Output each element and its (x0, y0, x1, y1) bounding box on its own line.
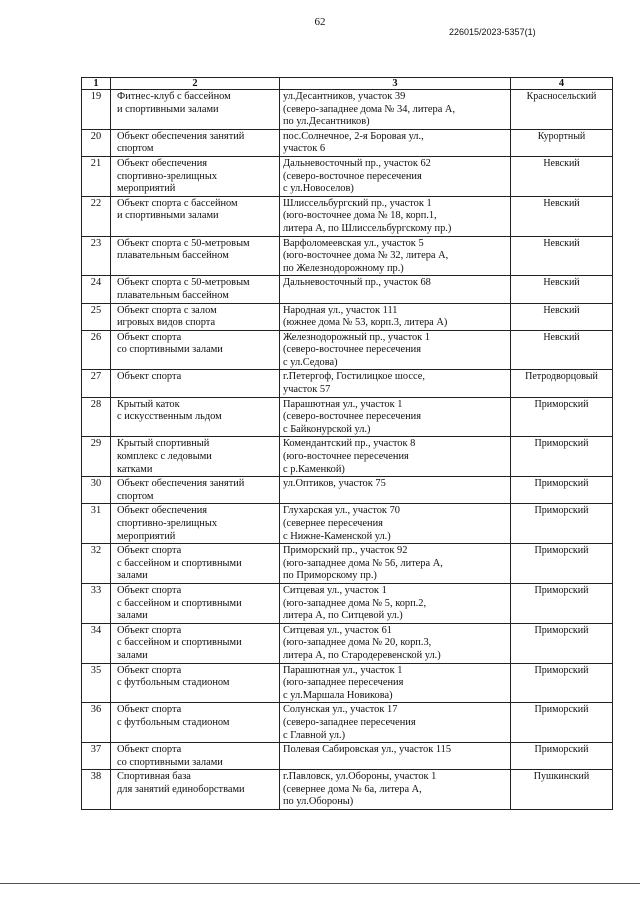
address-cell (280, 437, 511, 477)
address-cell (280, 196, 511, 236)
district-cell: Приморский (511, 397, 613, 437)
object-name-line: и спортивными залами (117, 210, 219, 222)
object-name-line: Фитнес-клуб с бассейном (117, 91, 231, 102)
object-name-cell (111, 397, 280, 437)
table-row (82, 236, 613, 276)
row-number: 36 (82, 703, 111, 743)
table-row (82, 544, 613, 584)
row-number: 35 (82, 663, 111, 703)
table-row (82, 703, 613, 743)
address-line: Приморский пр., участок 92 (283, 545, 408, 557)
row-number: 22 (82, 196, 111, 236)
address-cell (280, 90, 511, 130)
row-number: 29 (82, 437, 111, 477)
object-name-line: плавательным бассейном (117, 289, 229, 301)
table-row (82, 583, 613, 623)
address-line: Солунская ул., участок 17 (283, 704, 398, 716)
address-line: (северо-западнее пересечения (283, 716, 416, 728)
table-row (82, 276, 613, 303)
district-cell: Приморский (511, 504, 613, 544)
column-header-3: 3 (280, 78, 511, 90)
object-name-cell (111, 544, 280, 584)
object-name-line: Спортивная база (117, 771, 191, 783)
address-line: Ситцевая ул., участок 1 (283, 584, 387, 596)
object-name-line: спортом (117, 490, 154, 502)
object-name-line: спортивно-зрелищных (117, 518, 218, 529)
address-cell (280, 770, 511, 810)
district-cell: Невский (511, 236, 613, 276)
address-cell (280, 303, 511, 330)
address-cell (280, 236, 511, 276)
table-header-row (82, 78, 613, 90)
address-line: Парашютная ул., участок 1 (283, 398, 403, 410)
address-line: (юго-западнее дома № 20, корп.3, (283, 637, 432, 649)
object-name-line: Крытый каток (117, 398, 180, 410)
address-line: с р.Каменкой) (283, 463, 345, 475)
address-line: по Железнодорожному пр.) (283, 262, 404, 274)
object-name-line: с бассейном и спортивными (117, 637, 242, 649)
address-line: Парашютная ул., участок 1 (283, 664, 403, 676)
row-number: 30 (82, 477, 111, 504)
object-name-line: катками (117, 463, 153, 475)
object-name-line: Объект обеспечения (117, 505, 208, 517)
district-cell: Курортный (511, 129, 613, 156)
district-cell: Приморский (511, 437, 613, 477)
district-cell: Невский (511, 330, 613, 370)
object-name-cell (111, 303, 280, 330)
object-name-line: комплекс с ледовыми (117, 451, 212, 463)
district-cell: Приморский (511, 663, 613, 703)
address-line: по ул.Десантников) (283, 116, 370, 128)
object-name-line: Объект спорта (117, 331, 182, 343)
address-line: по ул.Обороны) (283, 796, 354, 808)
object-name-line: залами (117, 570, 148, 582)
row-number: 20 (82, 129, 111, 156)
row-number: 28 (82, 397, 111, 437)
address-line: (северо-западнее дома № 34, литера А, (283, 103, 456, 115)
row-number: 38 (82, 770, 111, 810)
object-name-line: с футбольным стадионом (117, 677, 230, 689)
address-line: (юго-восточнее пересечения (283, 451, 409, 463)
table-row (82, 196, 613, 236)
table-row (82, 437, 613, 477)
address-cell (280, 623, 511, 663)
row-number: 27 (82, 370, 111, 397)
object-name-line: Объект спорта (117, 545, 182, 557)
row-number: 31 (82, 504, 111, 544)
object-name-line: залами (117, 610, 148, 622)
object-name-cell (111, 477, 280, 504)
object-name-line: с бассейном и спортивными (117, 557, 242, 569)
table-row (82, 623, 613, 663)
address-line: (северо-восточнее пересечения (283, 411, 422, 423)
row-number: 33 (82, 583, 111, 623)
table-row (82, 370, 613, 397)
address-line: с Байконурской ул.) (283, 423, 371, 435)
address-cell (280, 504, 511, 544)
address-line: литера А, по Ситцевой ул.) (283, 610, 403, 622)
row-number: 32 (82, 544, 111, 584)
address-line: (юго-западнее пересечения (283, 677, 404, 689)
object-name-line: спортивно-зрелищных (117, 170, 218, 182)
address-line: г.Павловск, ул.Обороны, участок 1 (283, 771, 437, 783)
address-line: с ул.Маршала Новикова) (283, 689, 393, 701)
address-line: Шлиссельбургский пр., участок 1 (283, 197, 432, 209)
address-line: Варфоломеевская ул., участок 5 (283, 237, 424, 249)
object-name-cell (111, 196, 280, 236)
object-name-line: для занятий единоборствами (117, 783, 245, 795)
address-line: (севернее дома № 6а, литера А, (283, 783, 422, 795)
table-row (82, 770, 613, 810)
address-line: Железнодорожный пр., участок 1 (283, 331, 431, 343)
object-name-line: со спортивными залами (117, 344, 223, 356)
address-cell (280, 583, 511, 623)
object-name-line: с бассейном и спортивными (117, 597, 242, 609)
table-row (82, 504, 613, 544)
table-row (82, 743, 613, 770)
district-cell: Пушкинский (511, 770, 613, 810)
object-name-cell (111, 623, 280, 663)
table-row (82, 156, 613, 196)
object-name-line: со спортивными залами (117, 756, 223, 768)
object-name-line: с искусственным льдом (117, 411, 222, 423)
object-name-line: Крытый спортивный (117, 438, 210, 450)
row-number: 25 (82, 303, 111, 330)
object-name-line: Объект обеспечения занятий (117, 478, 245, 490)
address-line: (юго-западнее дома № 5, корп.2, (283, 597, 427, 609)
object-name-cell (111, 583, 280, 623)
object-name-line: и спортивными залами (117, 103, 219, 115)
district-cell: Приморский (511, 743, 613, 770)
address-cell (280, 397, 511, 437)
column-header-1: 1 (82, 78, 111, 90)
address-line: с Нижне-Каменской ул.) (283, 530, 391, 542)
object-name-line: Объект спорта с 50-метровым (117, 277, 250, 289)
address-line: с ул.Новоселов) (283, 183, 354, 195)
object-name-cell (111, 743, 280, 770)
object-name-cell (111, 90, 280, 130)
address-line: Дальневосточный пр., участок 62 (283, 157, 431, 169)
address-line: с Главной ул.) (283, 729, 346, 741)
object-name-line: Объект спорта с бассейном (117, 197, 238, 209)
district-cell: Невский (511, 196, 613, 236)
object-name-line: Объект обеспечения (117, 157, 208, 169)
address-line: пос.Солнечное, 2-я Боровая ул., (283, 130, 424, 142)
object-name-line: Объект спорта (117, 744, 182, 756)
table-row (82, 397, 613, 437)
object-name-cell (111, 370, 280, 397)
sports-objects-table (81, 77, 613, 810)
address-line: Глухарская ул., участок 70 (283, 505, 400, 517)
object-name-line: Объект спорта (117, 584, 182, 596)
address-cell (280, 370, 511, 397)
table-row (82, 129, 613, 156)
address-line: Комендантский пр., участок 8 (283, 438, 416, 450)
object-name-line: плавательным бассейном (117, 250, 229, 262)
page-number: 62 (314, 16, 326, 28)
address-line: (южнее дома № 53, корп.3, литера А) (283, 317, 448, 329)
address-cell (280, 156, 511, 196)
address-line: участок 57 (283, 384, 331, 396)
column-header-2: 2 (111, 78, 280, 90)
address-line: (юго-восточнее дома № 32, литера А, (283, 250, 449, 262)
district-cell: Приморский (511, 583, 613, 623)
row-number: 37 (82, 743, 111, 770)
address-line: Народная ул., участок 111 (283, 304, 398, 316)
table-row (82, 477, 613, 504)
address-line: (северо-восточнее пересечения (283, 344, 422, 356)
object-name-line: игровых видов спорта (117, 317, 216, 329)
object-name-cell (111, 770, 280, 810)
object-name-line: залами (117, 649, 148, 661)
object-name-line: Объект спорта (117, 664, 182, 676)
table-row (82, 303, 613, 330)
object-name-line: Объект спорта (117, 624, 182, 636)
address-line: Полевая Сабировская ул., участок 115 (283, 744, 452, 756)
table-row (82, 330, 613, 370)
district-cell: Невский (511, 276, 613, 303)
district-cell: Приморский (511, 477, 613, 504)
column-header-4: 4 (511, 78, 613, 90)
district-cell: Красносельский (511, 90, 613, 130)
address-cell (280, 544, 511, 584)
address-cell (280, 276, 511, 303)
table-row (82, 90, 613, 130)
row-number: 34 (82, 623, 111, 663)
object-name-cell (111, 236, 280, 276)
address-line: литера А, по Стародеревенской ул.) (283, 649, 441, 661)
district-cell: Приморский (511, 623, 613, 663)
district-cell: Приморский (511, 544, 613, 584)
object-name-line: Объект спорта (117, 371, 182, 383)
object-name-line: спортом (117, 143, 154, 155)
address-line: ул.Оптиков, участок 75 (283, 478, 386, 490)
address-line: Ситцевая ул., участок 61 (283, 624, 392, 636)
address-line: (севернее пересечения (283, 518, 383, 529)
district-cell: Приморский (511, 703, 613, 743)
address-cell (280, 330, 511, 370)
address-line: с ул.Седова) (283, 356, 338, 368)
row-number: 19 (82, 90, 111, 130)
district-cell: Невский (511, 303, 613, 330)
address-cell (280, 129, 511, 156)
address-line: г.Петергоф, Гостилицкое шоссе, (283, 371, 425, 383)
address-line: (юго-восточнее дома № 18, корп.1, (283, 210, 437, 222)
object-name-cell (111, 663, 280, 703)
address-cell (280, 477, 511, 504)
address-line: ул.Десантников, участок 39 (283, 91, 406, 102)
address-line: (юго-западнее дома № 56, литера А, (283, 557, 443, 569)
page-bottom-rule (0, 883, 640, 884)
address-line: (северо-восточное пересечения (283, 170, 422, 182)
object-name-cell (111, 504, 280, 544)
object-name-cell (111, 703, 280, 743)
address-line: по Приморскому пр.) (283, 570, 377, 582)
row-number: 23 (82, 236, 111, 276)
address-line: Дальневосточный пр., участок 68 (283, 277, 431, 289)
object-name-line: Объект спорта с залом (117, 304, 217, 316)
object-name-cell (111, 276, 280, 303)
address-cell (280, 663, 511, 703)
table-body (82, 90, 613, 810)
object-name-cell (111, 437, 280, 477)
address-cell (280, 703, 511, 743)
object-name-line: мероприятий (117, 530, 176, 542)
address-line: участок 6 (283, 143, 326, 155)
object-name-line: Объект спорта с 50-метровым (117, 237, 250, 249)
district-cell: Петродворцовый (511, 370, 613, 397)
object-name-cell (111, 129, 280, 156)
object-name-cell (111, 156, 280, 196)
row-number: 21 (82, 156, 111, 196)
object-name-line: Объект спорта (117, 704, 182, 716)
object-name-line: Объект обеспечения занятий (117, 130, 245, 142)
object-name-line: мероприятий (117, 183, 176, 195)
address-cell (280, 743, 511, 770)
document-id: 226015/2023-5357(1) (449, 27, 536, 37)
object-name-cell (111, 330, 280, 370)
table-row (82, 663, 613, 703)
district-cell: Невский (511, 156, 613, 196)
row-number: 24 (82, 276, 111, 303)
address-line: литера А, по Шлиссельбургскому пр.) (283, 222, 452, 234)
object-name-line: с футбольным стадионом (117, 716, 230, 728)
row-number: 26 (82, 330, 111, 370)
